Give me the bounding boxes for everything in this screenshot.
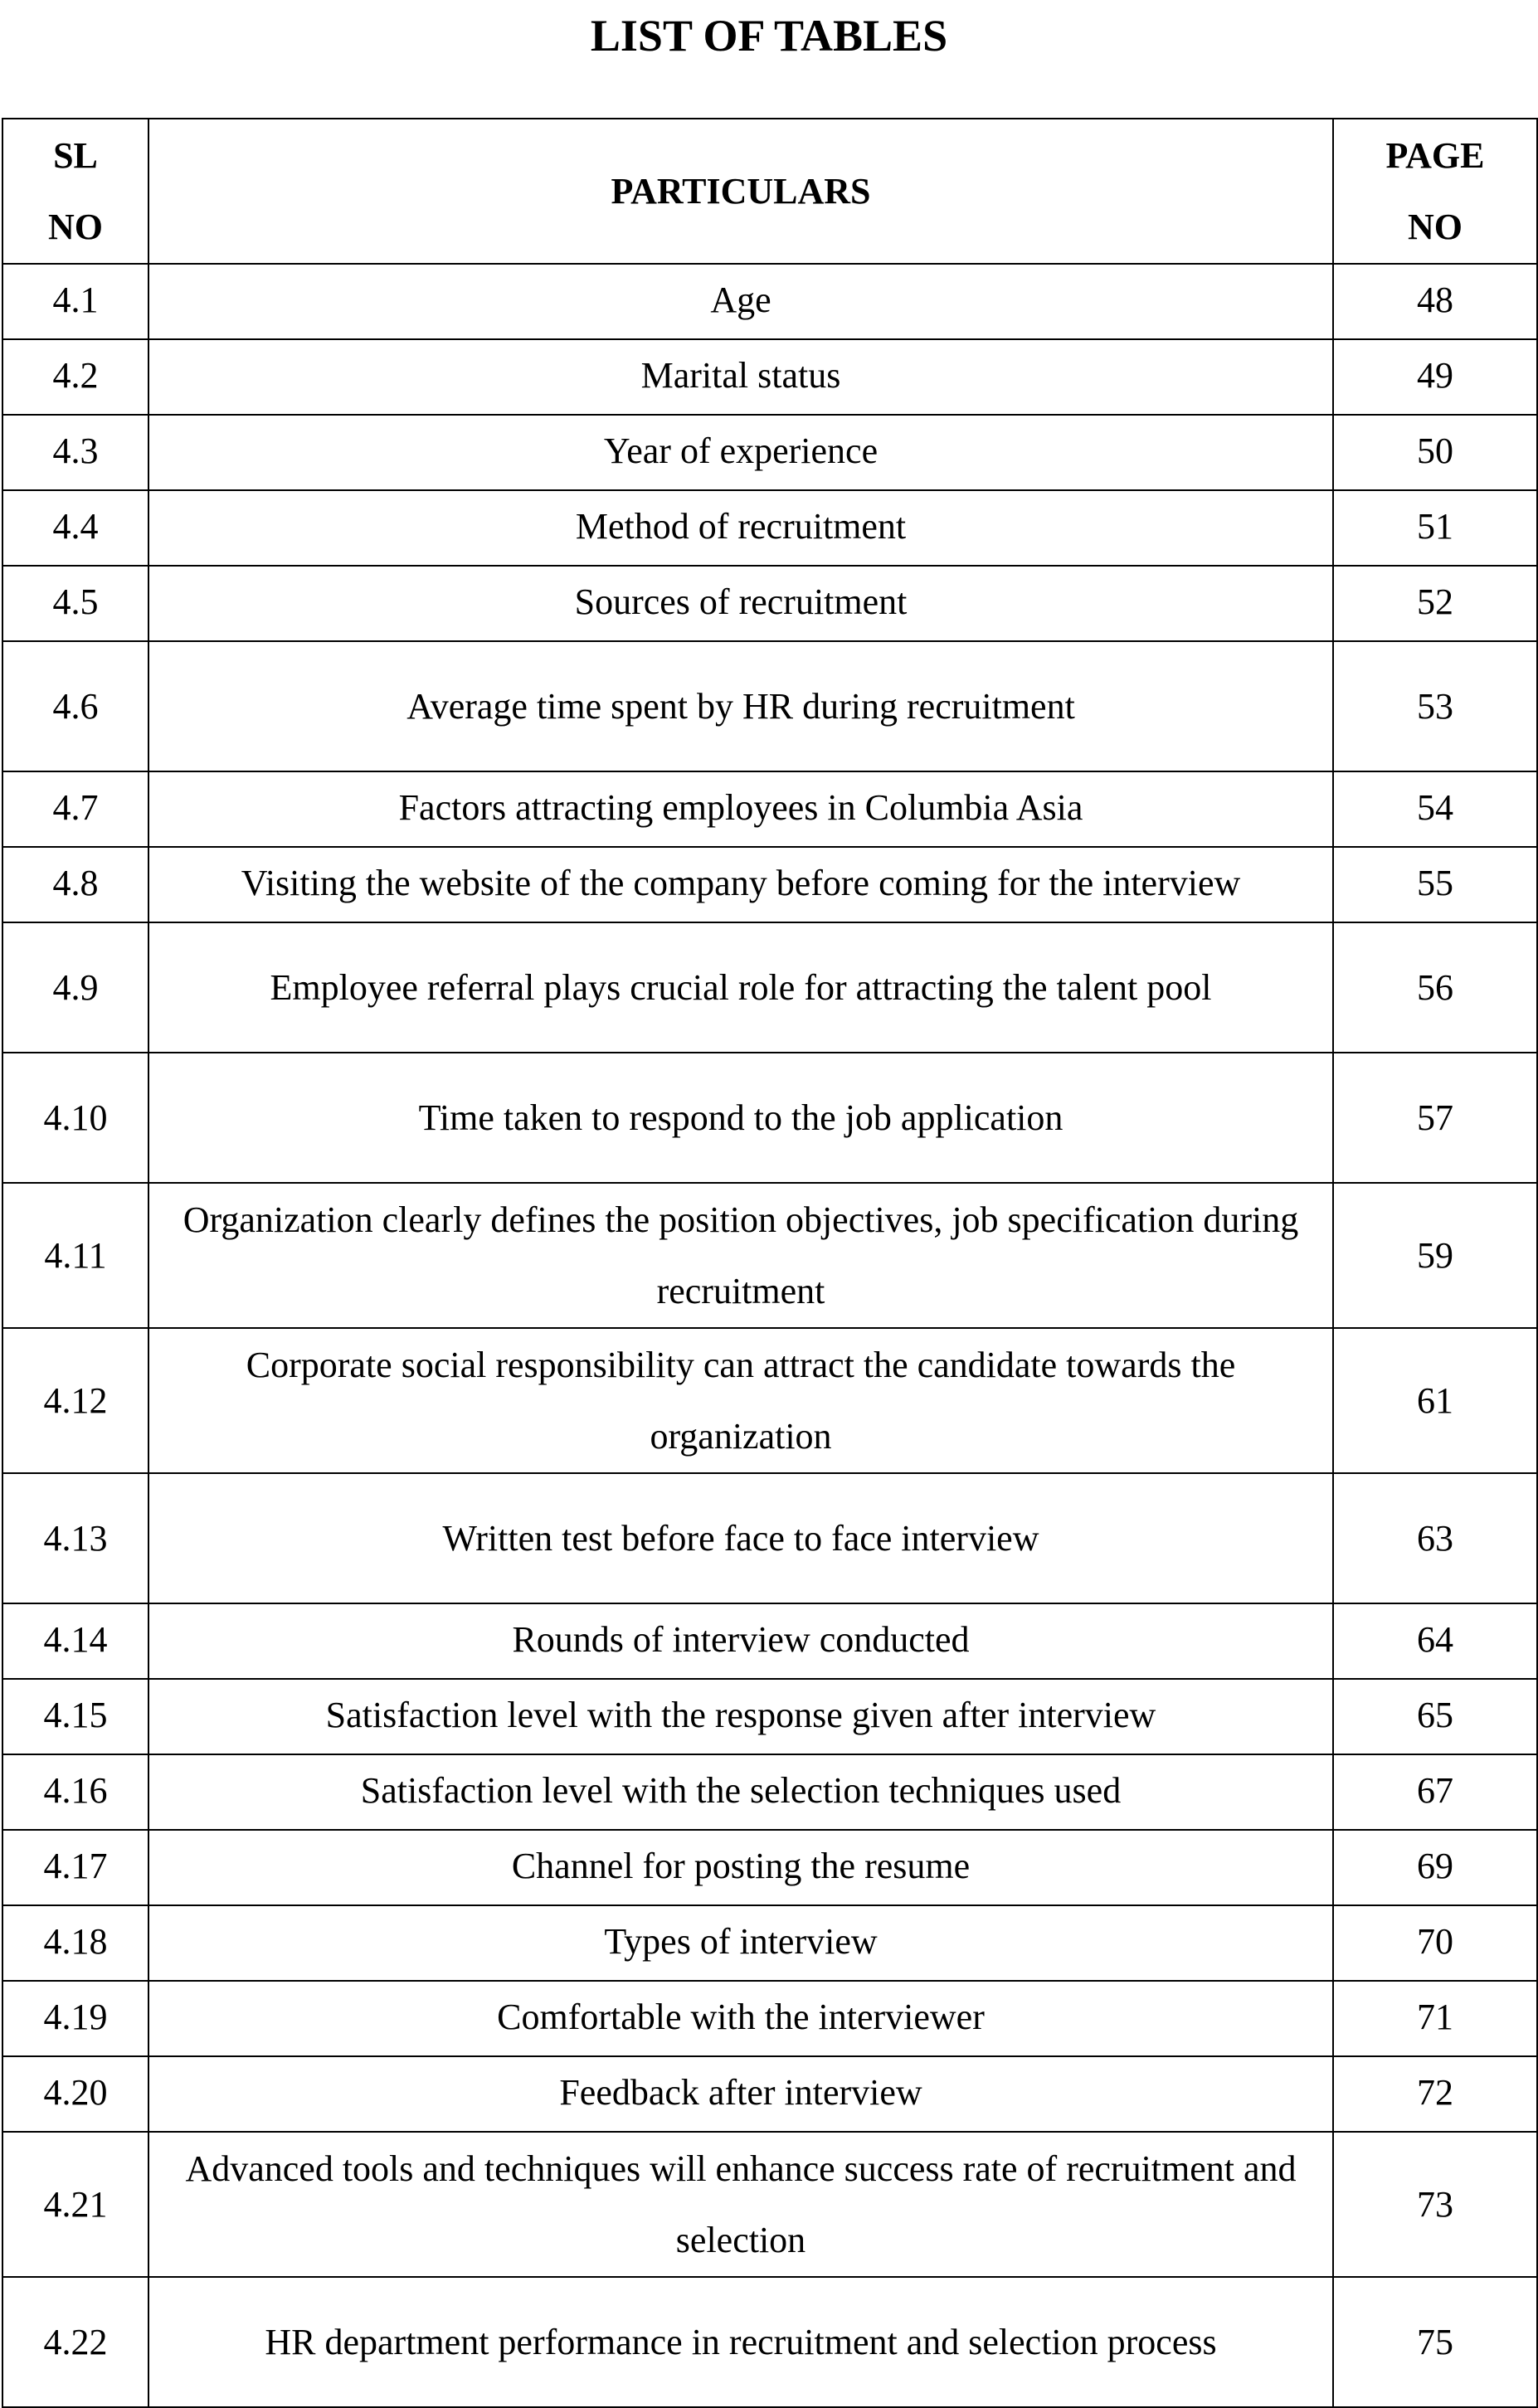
table-row [2,922,1537,1053]
row-sl-no: 4.20 [2,2056,148,2132]
row-sl-no: 4.2 [2,339,148,415]
table-row [2,1053,1537,1183]
table-row [2,2277,1537,2407]
row-page-no: 56 [1333,922,1537,1053]
row-sl-no: 4.11 [2,1183,148,1328]
table-row [2,1603,1537,1679]
row-page-no: 71 [1333,1981,1537,2056]
header-page-line2: NO [1408,206,1463,247]
table-row [2,2056,1537,2132]
row-page-no: 49 [1333,339,1537,415]
row-particulars: Sources of recruitment [148,566,1333,641]
table-row [2,1905,1537,1981]
table-row [2,1981,1537,2056]
row-particulars: Average time spent by HR during recruitment [148,641,1333,771]
row-sl-no: 4.18 [2,1905,148,1981]
table-row [2,490,1537,566]
row-page-no: 51 [1333,490,1537,566]
row-sl-no: 4.14 [2,1603,148,1679]
header-sl-no [2,119,148,264]
table-row [2,1473,1537,1603]
row-sl-no: 4.19 [2,1981,148,2056]
table-header-row [2,119,1537,264]
row-page-no: 64 [1333,1603,1537,1679]
row-particulars: Written test before face to face interview [148,1473,1333,1603]
row-sl-no: 4.12 [2,1328,148,1473]
header-sl-line1: SL [53,134,98,176]
header-particulars: PARTICULARS [148,119,1333,264]
table-row [2,566,1537,641]
row-sl-no: 4.4 [2,490,148,566]
page-title: LIST OF TABLES [590,11,948,61]
row-page-no: 59 [1333,1183,1537,1328]
row-particulars: Advanced tools and techniques will enhance success rate of recruitment and selection [148,2132,1333,2277]
row-page-no: 72 [1333,2056,1537,2132]
row-page-no: 61 [1333,1328,1537,1473]
header-page-line1: PAGE [1385,134,1485,176]
table-row [2,1830,1537,1905]
row-page-no: 55 [1333,847,1537,922]
row-page-no: 53 [1333,641,1537,771]
row-page-no: 63 [1333,1473,1537,1603]
row-page-no: 48 [1333,264,1537,339]
row-particulars: Organization clearly defines the position objectives, job specification during recruitment [148,1183,1333,1328]
row-page-no: 65 [1333,1679,1537,1754]
row-sl-no: 4.17 [2,1830,148,1905]
row-particulars: Year of experience [148,415,1333,490]
header-sl-line2: NO [48,206,103,247]
row-particulars: Visiting the website of the company before coming for the interview [148,847,1333,922]
row-sl-no: 4.10 [2,1053,148,1183]
row-sl-no: 4.1 [2,264,148,339]
table-row [2,1754,1537,1830]
table-row [2,1328,1537,1473]
row-particulars: Satisfaction level with the selection techniques used [148,1754,1333,1830]
list-of-tables [2,118,1538,2408]
row-sl-no: 4.7 [2,771,148,847]
row-particulars: Rounds of interview conducted [148,1603,1333,1679]
table-row [2,1679,1537,1754]
table-row [2,264,1537,339]
row-particulars: Corporate social responsibility can attract the candidate towards the organization [148,1328,1333,1473]
table-row [2,1183,1537,1328]
row-particulars: HR department performance in recruitment and selection process [148,2277,1333,2407]
row-particulars: Employee referral plays crucial role for attracting the talent pool [148,922,1333,1053]
row-page-no: 52 [1333,566,1537,641]
row-page-no: 69 [1333,1830,1537,1905]
header-page-no [1333,119,1537,264]
row-particulars: Age [148,264,1333,339]
row-particulars: Factors attracting employees in Columbia Asia [148,771,1333,847]
table-row [2,415,1537,490]
row-sl-no: 4.3 [2,415,148,490]
row-particulars: Satisfaction level with the response given after interview [148,1679,1333,1754]
row-particulars: Comfortable with the interviewer [148,1981,1333,2056]
row-sl-no: 4.13 [2,1473,148,1603]
row-sl-no: 4.5 [2,566,148,641]
row-page-no: 57 [1333,1053,1537,1183]
row-page-no: 73 [1333,2132,1537,2277]
row-sl-no: 4.6 [2,641,148,771]
row-page-no: 50 [1333,415,1537,490]
row-sl-no: 4.8 [2,847,148,922]
row-page-no: 67 [1333,1754,1537,1830]
row-sl-no: 4.15 [2,1679,148,1754]
row-particulars: Types of interview [148,1905,1333,1981]
row-particulars: Feedback after interview [148,2056,1333,2132]
table-row [2,2132,1537,2277]
row-particulars: Method of recruitment [148,490,1333,566]
table-row [2,771,1537,847]
row-particulars: Marital status [148,339,1333,415]
row-sl-no: 4.22 [2,2277,148,2407]
row-particulars: Channel for posting the resume [148,1830,1333,1905]
table-row [2,641,1537,771]
row-page-no: 54 [1333,771,1537,847]
table-row [2,847,1537,922]
row-sl-no: 4.16 [2,1754,148,1830]
row-particulars: Time taken to respond to the job application [148,1053,1333,1183]
row-page-no: 75 [1333,2277,1537,2407]
row-sl-no: 4.9 [2,922,148,1053]
row-sl-no: 4.21 [2,2132,148,2277]
table-row [2,339,1537,415]
row-page-no: 70 [1333,1905,1537,1981]
